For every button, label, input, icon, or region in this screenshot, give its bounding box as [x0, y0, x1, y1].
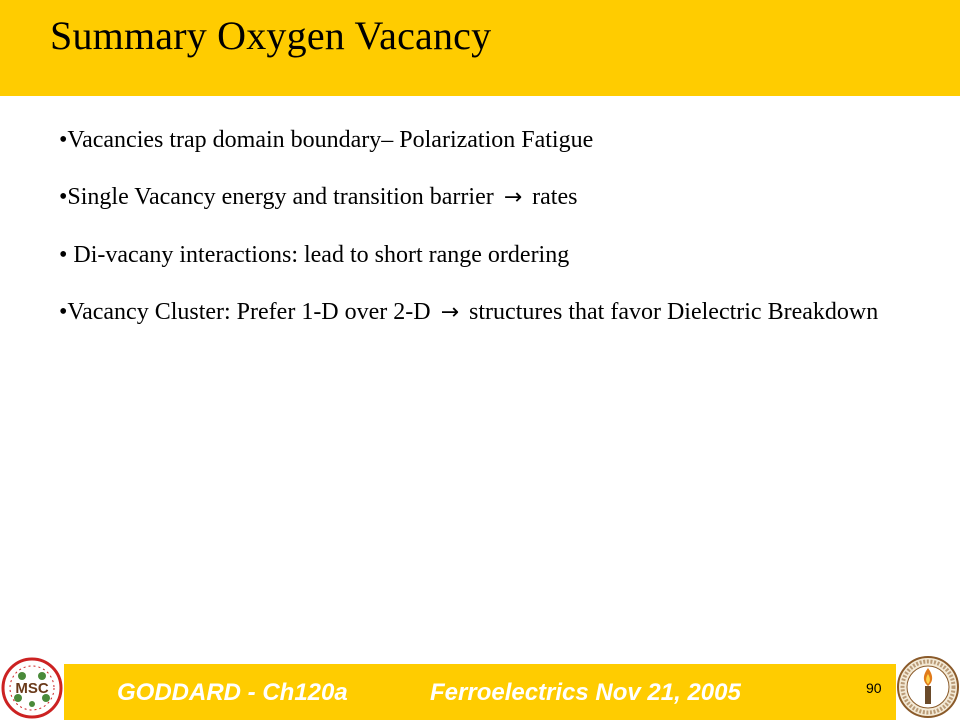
msc-logo-text: MSC	[15, 680, 49, 697]
page-number: 90	[866, 680, 882, 696]
bullet-item	[59, 182, 879, 213]
bullet-text: Vacancies trap domain boundary– Polarization Fatigue	[67, 127, 594, 153]
bullet-marker: •	[59, 299, 68, 325]
bullet-item	[59, 240, 879, 270]
footer-course-label: GODDARD - Ch120a	[117, 679, 348, 706]
bullet-list	[59, 125, 879, 328]
bullet-marker: •	[59, 184, 68, 210]
bullet-marker: •	[59, 127, 68, 153]
bullet-text: Di-vacany interactions: lead to short range ordering	[67, 242, 570, 268]
bullet-item	[59, 297, 879, 328]
caltech-seal	[896, 654, 960, 720]
title-bar	[0, 0, 960, 96]
bullet-text: Single Vacancy energy and transition barrier	[67, 184, 494, 210]
bullet-text-continued: rates	[532, 184, 578, 210]
footer-topic-date: Ferroelectrics Nov 21, 2005	[430, 679, 741, 706]
bullet-text: Vacancy Cluster: Prefer 1-D over 2-D	[67, 299, 431, 325]
arrow-right-icon: →	[440, 300, 460, 325]
msc-logo	[0, 656, 64, 720]
arrow-right-icon: →	[503, 185, 523, 210]
bullet-text-continued: structures that favor Dielectric Breakdown	[469, 299, 879, 325]
slide-title: Summary Oxygen Vacancy	[50, 13, 492, 58]
bullet-marker: •	[59, 242, 68, 268]
bullet-item	[59, 125, 879, 155]
